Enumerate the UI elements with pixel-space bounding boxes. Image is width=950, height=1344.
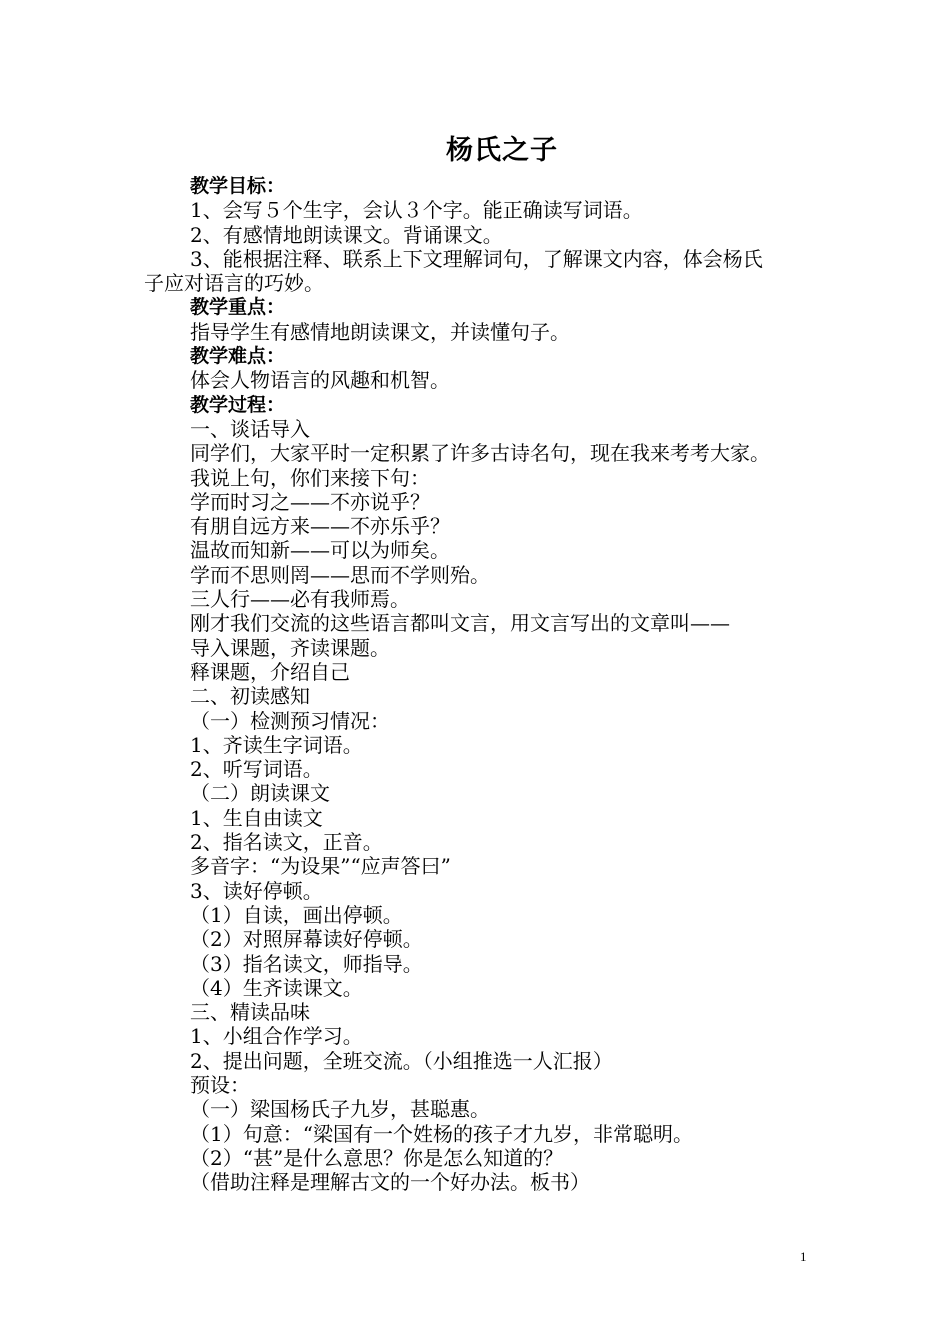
text-line: 我说上句，你们来接下句：	[190, 465, 430, 490]
text-line: （1）句意：“梁国有一个姓杨的孩子才九岁，非常聪明。	[190, 1121, 693, 1146]
text-line: 1、齐读生字词语。	[190, 732, 363, 757]
text-line: （1）自读，画出停顿。	[190, 902, 403, 927]
text-line: （二）朗读课文	[190, 781, 330, 806]
text-line: （2）“甚”是什么意思？你是怎么知道的？	[190, 1145, 564, 1170]
text-line: 子应对语言的巧妙。	[144, 271, 324, 296]
text-line: 1、会写５个生字，会认３个字。能正确读写词语。	[190, 198, 643, 223]
text-line: （一）梁国杨氏子九岁，甚聪惠。	[190, 1097, 490, 1122]
text-line: 二、初读感知	[190, 684, 310, 709]
text-line: 一、谈话导入	[190, 416, 310, 441]
text-line: 1、小组合作学习。	[190, 1024, 363, 1049]
text-line: 2、有感情地朗读课文。背诵课文。	[190, 222, 503, 247]
section-heading: 教学重点：	[190, 296, 286, 319]
text-line: （4）生齐读课文。	[190, 975, 363, 1000]
text-line: 三人行——必有我师焉。	[190, 587, 410, 612]
text-line: 体会人物语言的风趣和机智。	[190, 368, 450, 393]
text-line: 预设：	[190, 1072, 250, 1097]
text-line: 多音字：“为设果”“应声答曰”	[190, 854, 451, 879]
text-line: 温故而知新——可以为师矣。	[190, 538, 450, 563]
text-line: 指导学生有感情地朗读课文，并读懂句子。	[190, 319, 570, 344]
document-title: 杨氏之子	[446, 135, 558, 166]
section-heading: 教学过程：	[190, 393, 286, 416]
text-line: 1、生自由读文	[190, 805, 323, 830]
text-line: 2、听写词语。	[190, 757, 323, 782]
text-line: （一）检测预习情况：	[190, 708, 390, 733]
text-line: （借助注释是理解古文的一个好办法。板书）	[190, 1170, 590, 1195]
text-line: 导入课题，齐读课题。	[190, 635, 390, 660]
text-line: 刚才我们交流的这些语言都叫文言，用文言写出的文章叫——	[190, 611, 730, 636]
text-line: 学而时习之——不亦说乎？	[190, 489, 430, 514]
text-line: 3、能根据注释、联系上下文理解词句，了解课文内容，体会杨氏	[190, 246, 763, 271]
text-line: （3）指名读文，师指导。	[190, 951, 423, 976]
text-line: 2、提出问题，全班交流。（小组推选一人汇报）	[190, 1048, 613, 1073]
document-body	[144, 174, 824, 1194]
text-line: 同学们，大家平时一定积累了许多古诗名句，现在我来考考大家。	[190, 441, 770, 466]
page-number: 1	[800, 1249, 807, 1264]
text-line: （2）对照屏幕读好停顿。	[190, 927, 423, 952]
text-line: 释课题，介绍自己	[190, 659, 350, 684]
text-line: 三、精读品味	[190, 1000, 310, 1025]
section-heading: 教学目标：	[190, 175, 286, 197]
text-line: 学而不思则罔——思而不学则殆。	[190, 562, 490, 587]
text-line: 3、读好停顿。	[190, 878, 323, 903]
section-heading: 教学难点：	[190, 345, 286, 368]
text-line: 2、指名读文，正音。	[190, 830, 383, 855]
text-line: 有朋自远方来——不亦乐乎？	[190, 514, 450, 539]
